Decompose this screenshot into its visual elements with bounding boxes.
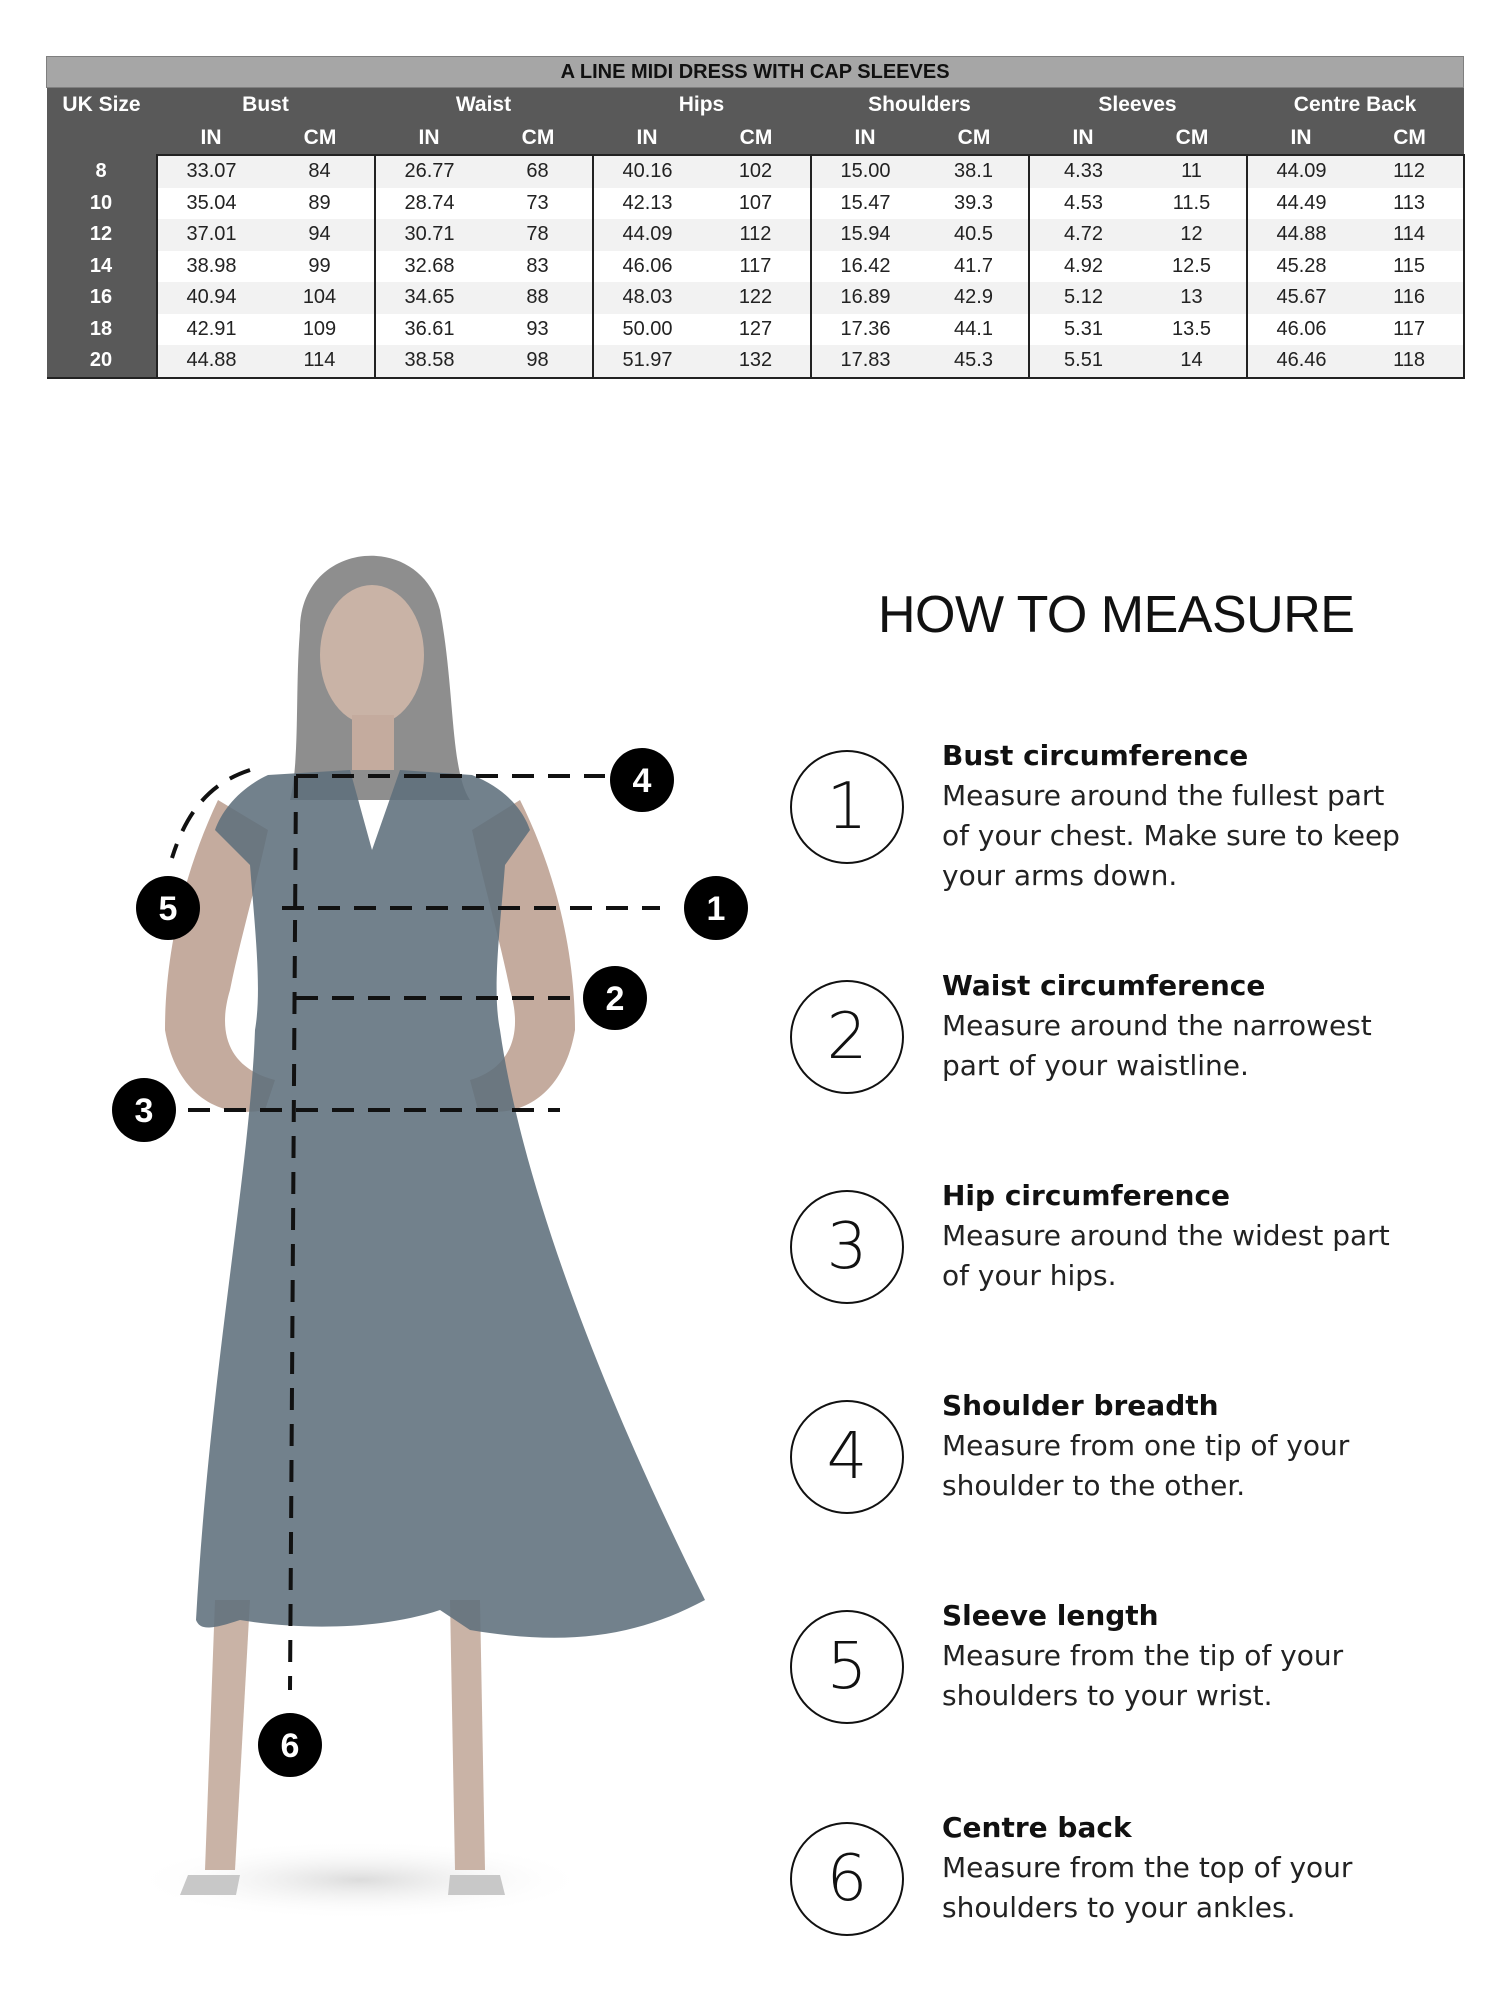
table-cell: 37.01 — [157, 219, 266, 251]
table-cell: 50.00 — [593, 314, 702, 346]
step-hip — [790, 1179, 1490, 1330]
step-bust — [790, 739, 1490, 892]
table-cell: 46.46 — [1247, 345, 1356, 378]
unit-cm-header: CM — [1356, 122, 1464, 155]
centre-back-header: Centre Back — [1247, 88, 1464, 123]
unit-in-header: IN — [1247, 122, 1356, 155]
table-cell: 116 — [1356, 282, 1464, 314]
badge-3-label: 3 — [134, 1092, 154, 1130]
table-cell: 4.72 — [1029, 219, 1138, 251]
table-cell: 45.3 — [920, 345, 1029, 378]
table-cell: 83 — [484, 251, 593, 283]
size-cell: 10 — [47, 188, 157, 220]
model-illustration — [0, 470, 780, 1950]
unit-in-header: IN — [593, 122, 702, 155]
table-cell: 30.71 — [375, 219, 484, 251]
hips-header: Hips — [593, 88, 811, 123]
table-row — [47, 314, 1464, 346]
left-shoe — [180, 1875, 240, 1895]
shoulders-header: Shoulders — [811, 88, 1029, 123]
table-cell: 127 — [702, 314, 811, 346]
step-heading: Centre back — [942, 1811, 1132, 1844]
table-row — [47, 282, 1464, 314]
step-heading: Bust circumference — [942, 739, 1249, 772]
step-line: Measure from one tip of your — [942, 1429, 1350, 1462]
unit-header-blank — [47, 122, 157, 155]
step-text — [942, 1808, 1500, 1928]
unit-in-header: IN — [1029, 122, 1138, 155]
unit-cm-header: CM — [484, 122, 593, 155]
table-cell: 38.58 — [375, 345, 484, 378]
badge-2-label: 2 — [605, 980, 625, 1018]
size-cell: 16 — [47, 282, 157, 314]
unit-cm-header: CM — [1138, 122, 1247, 155]
step-line: of your chest. Make sure to keep — [942, 819, 1400, 852]
model-figure — [0, 470, 780, 1950]
step-line: Measure from the tip of your — [942, 1639, 1344, 1672]
table-cell: 113 — [1356, 188, 1464, 220]
table-cell: 38.98 — [157, 251, 266, 283]
step-text — [942, 1386, 1500, 1506]
badge-6-label: 6 — [280, 1727, 300, 1765]
table-cell: 26.77 — [375, 155, 484, 188]
step-line: Measure around the widest part — [942, 1219, 1390, 1252]
step-heading: Waist circumference — [942, 969, 1266, 1002]
table-cell: 114 — [266, 345, 375, 378]
step-text — [942, 736, 1500, 896]
table-cell: 42.9 — [920, 282, 1029, 314]
bust-header: Bust — [157, 88, 375, 123]
table-cell: 46.06 — [593, 251, 702, 283]
table-row — [47, 251, 1464, 283]
table-title: A LINE MIDI DRESS WITH CAP SLEEVES — [47, 57, 1464, 88]
face — [320, 585, 424, 725]
table-cell: 34.65 — [375, 282, 484, 314]
table-cell: 15.00 — [811, 155, 920, 188]
table-row — [47, 188, 1464, 220]
table-cell: 117 — [1356, 314, 1464, 346]
badge-5-label: 5 — [158, 890, 178, 928]
table-cell: 4.53 — [1029, 188, 1138, 220]
table-cell: 44.49 — [1247, 188, 1356, 220]
table-cell: 102 — [702, 155, 811, 188]
table-cell: 73 — [484, 188, 593, 220]
badge-6 — [258, 1713, 322, 1777]
table-cell: 46.06 — [1247, 314, 1356, 346]
table-cell: 122 — [702, 282, 811, 314]
table-cell: 109 — [266, 314, 375, 346]
table-cell: 68 — [484, 155, 593, 188]
size-cell: 8 — [47, 155, 157, 188]
table-cell: 17.83 — [811, 345, 920, 378]
table-cell: 13.5 — [1138, 314, 1247, 346]
step-number-circle: 4 — [790, 1400, 904, 1514]
table-cell: 38.1 — [920, 155, 1029, 188]
step-line: Measure from the top of your — [942, 1851, 1353, 1884]
step-heading: Shoulder breadth — [942, 1389, 1219, 1422]
table-cell: 114 — [1356, 219, 1464, 251]
table-cell: 118 — [1356, 345, 1464, 378]
table-cell: 45.67 — [1247, 282, 1356, 314]
left-leg — [205, 1600, 250, 1870]
step-sleeve — [790, 1599, 1490, 1750]
badge-1 — [684, 876, 748, 940]
table-cell: 115 — [1356, 251, 1464, 283]
dress — [196, 770, 705, 1638]
size-chart-table — [46, 56, 1465, 379]
unit-cm-header: CM — [702, 122, 811, 155]
table-cell: 11 — [1138, 155, 1247, 188]
step-number-circle: 2 — [790, 980, 904, 1094]
table-cell: 51.97 — [593, 345, 702, 378]
table-cell: 16.89 — [811, 282, 920, 314]
table-cell: 112 — [1356, 155, 1464, 188]
table-cell: 44.09 — [1247, 155, 1356, 188]
table-cell: 44.1 — [920, 314, 1029, 346]
step-number-circle: 1 — [790, 750, 904, 864]
table-cell: 98 — [484, 345, 593, 378]
table-cell: 93 — [484, 314, 593, 346]
table-cell: 35.04 — [157, 188, 266, 220]
badge-3 — [112, 1078, 176, 1142]
unit-cm-header: CM — [920, 122, 1029, 155]
unit-in-header: IN — [375, 122, 484, 155]
table-cell: 112 — [702, 219, 811, 251]
badge-2 — [583, 966, 647, 1030]
table-cell: 84 — [266, 155, 375, 188]
table-cell: 4.33 — [1029, 155, 1138, 188]
table-cell: 44.88 — [157, 345, 266, 378]
table-cell: 44.09 — [593, 219, 702, 251]
table-cell: 12 — [1138, 219, 1247, 251]
step-waist — [790, 969, 1490, 1120]
waist-header: Waist — [375, 88, 593, 123]
table-cell: 28.74 — [375, 188, 484, 220]
table-cell: 88 — [484, 282, 593, 314]
table-cell: 89 — [266, 188, 375, 220]
step-line: Measure around the fullest part — [942, 779, 1385, 812]
table-cell: 132 — [702, 345, 811, 378]
unit-in-header: IN — [157, 122, 266, 155]
step-number-circle: 6 — [790, 1822, 904, 1936]
how-to-measure-title: HOW TO MEASURE — [878, 586, 1355, 644]
step-line: your arms down. — [942, 859, 1178, 892]
table-cell: 44.88 — [1247, 219, 1356, 251]
step-text — [942, 1596, 1500, 1716]
table-row — [47, 155, 1464, 188]
table-cell: 104 — [266, 282, 375, 314]
table-cell: 5.12 — [1029, 282, 1138, 314]
table-cell: 15.47 — [811, 188, 920, 220]
table-cell: 36.61 — [375, 314, 484, 346]
step-text — [942, 966, 1500, 1086]
table-cell: 32.68 — [375, 251, 484, 283]
table-cell: 40.16 — [593, 155, 702, 188]
table-cell: 117 — [702, 251, 811, 283]
table-cell: 41.7 — [920, 251, 1029, 283]
table-cell: 42.13 — [593, 188, 702, 220]
unit-cm-header: CM — [266, 122, 375, 155]
step-line: of your hips. — [942, 1259, 1117, 1292]
badge-4-label: 4 — [632, 762, 652, 800]
table-cell: 48.03 — [593, 282, 702, 314]
table-cell: 16.42 — [811, 251, 920, 283]
table-cell: 4.92 — [1029, 251, 1138, 283]
step-line: shoulders to your wrist. — [942, 1679, 1273, 1712]
table-row — [47, 345, 1464, 378]
table-cell: 12.5 — [1138, 251, 1247, 283]
step-centre-back — [790, 1811, 1490, 1962]
table-cell: 40.5 — [920, 219, 1029, 251]
step-line: shoulders to your ankles. — [942, 1891, 1296, 1924]
step-text — [942, 1176, 1500, 1296]
size-cell: 20 — [47, 345, 157, 378]
table-cell: 5.51 — [1029, 345, 1138, 378]
step-heading: Sleeve length — [942, 1599, 1159, 1632]
step-number-circle: 5 — [790, 1610, 904, 1724]
table-cell: 15.94 — [811, 219, 920, 251]
table-cell: 107 — [702, 188, 811, 220]
size-cell: 18 — [47, 314, 157, 346]
table-cell: 11.5 — [1138, 188, 1247, 220]
right-shoe — [448, 1875, 505, 1895]
table-cell: 94 — [266, 219, 375, 251]
size-column-header: UK Size — [47, 88, 157, 123]
right-leg — [450, 1600, 485, 1870]
step-heading: Hip circumference — [942, 1179, 1231, 1212]
sleeves-header: Sleeves — [1029, 88, 1247, 123]
table-cell: 42.91 — [157, 314, 266, 346]
step-number-circle: 3 — [790, 1190, 904, 1304]
step-line: part of your waistline. — [942, 1049, 1249, 1082]
table-cell: 45.28 — [1247, 251, 1356, 283]
size-table-body — [47, 155, 1464, 378]
badge-1-label: 1 — [706, 890, 726, 928]
table-row — [47, 219, 1464, 251]
table-cell: 13 — [1138, 282, 1247, 314]
table-cell: 39.3 — [920, 188, 1029, 220]
table-cell: 14 — [1138, 345, 1247, 378]
table-cell: 99 — [266, 251, 375, 283]
neck — [352, 715, 394, 770]
table-cell: 5.31 — [1029, 314, 1138, 346]
badge-5 — [136, 876, 200, 940]
step-line: Measure around the narrowest — [942, 1009, 1372, 1042]
badge-4 — [610, 748, 674, 812]
table-cell: 78 — [484, 219, 593, 251]
unit-in-header: IN — [811, 122, 920, 155]
step-shoulder — [790, 1389, 1490, 1540]
size-cell: 14 — [47, 251, 157, 283]
table-cell: 17.36 — [811, 314, 920, 346]
size-cell: 12 — [47, 219, 157, 251]
table-cell: 33.07 — [157, 155, 266, 188]
table-cell: 40.94 — [157, 282, 266, 314]
step-line: shoulder to the other. — [942, 1469, 1246, 1502]
